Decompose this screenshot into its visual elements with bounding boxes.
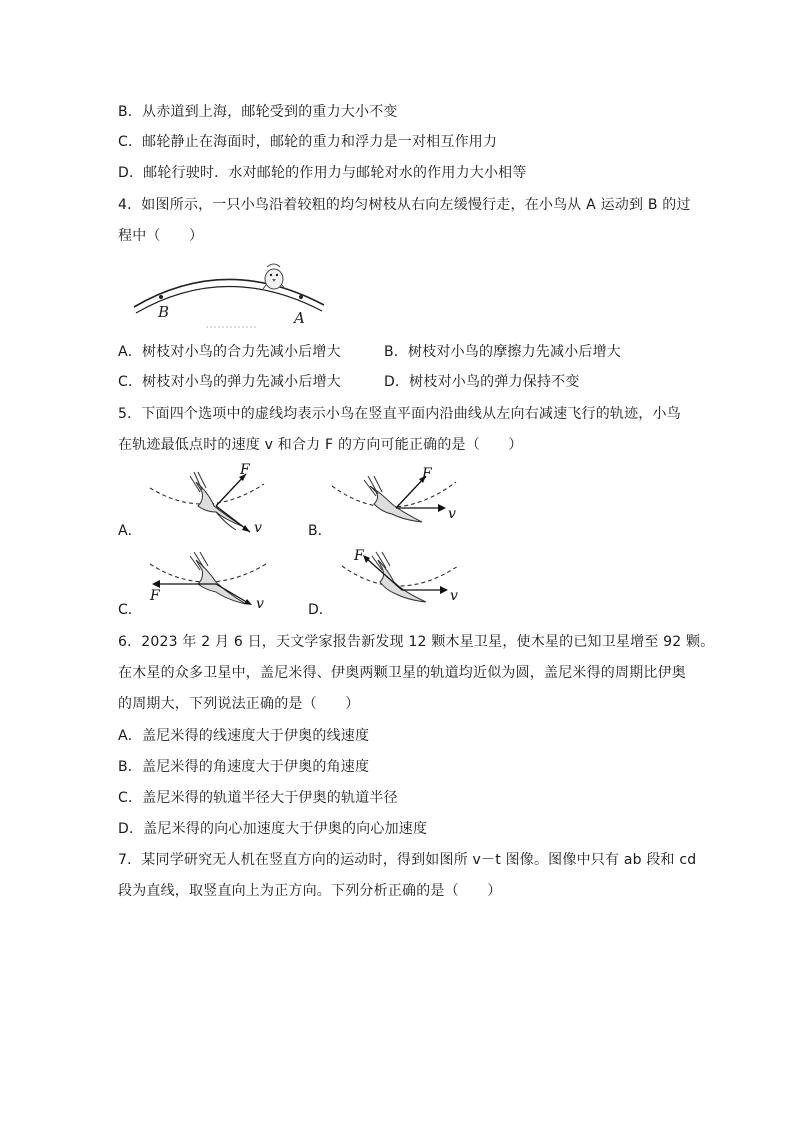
velocity-v-label: v [448,506,456,522]
q4-option-b: B．树枝对小鸟的摩擦力先减小后增大 [384,344,622,360]
q6-stem-line3: 的周期大，下列说法正确的是（ ） [118,696,360,712]
point-a-dot [299,295,303,299]
q5-option-d-figure [336,546,466,622]
q3-option-c: C．邮轮静止在海面时，邮轮的重力和浮力是一对相互作用力 [118,134,498,150]
q6-option-d: D．盖尼米得的向心加速度大于伊奥的向心加速度 [118,821,428,837]
q3-option-b: B．从赤道到上海，邮轮受到的重力大小不变 [118,104,398,120]
q6-option-b: B．盖尼米得的角速度大于伊奥的角速度 [118,759,370,775]
velocity-v-label: v [450,588,458,604]
q5-option-c-figure [144,546,274,622]
force-f-label: F [240,462,250,478]
q5-stem-line2: 在轨迹最低点时的速度 v 和合力 F 的方向可能正确的是（ ） [118,437,523,453]
point-b-dot [159,295,163,299]
bird-icon [190,472,242,530]
q5-option-a-label: A． [118,523,142,539]
q5-option-b-figure [326,462,466,538]
point-a-label: A [294,309,305,327]
q5-option-d-label: D． [308,602,333,618]
q7-stem-line2: 段为直线，取竖直向上为正方向。下列分析正确的是（ ） [118,883,502,899]
q5-option-b-label: B． [308,523,332,539]
q5-option-c-label: C． [118,602,142,618]
velocity-v-label: v [254,520,262,536]
q6-stem-line1: 6．2023 年 2 月 6 日，天文学家报告新发现 12 颗木星卫星，使木星的已知卫星增至 92 颗。 [118,634,715,650]
force-f-label: F [354,548,364,564]
q4-option-a: A．树枝对小鸟的合力先减小后增大 [118,344,341,360]
bird-icon [372,552,426,602]
q4-stem-line2: 程中（ ） [118,228,204,244]
q6-stem-line2: 在木星的众多卫星中，盖尼米得、伊奥两颗卫星的轨道均近似为圆，盖尼米得的周期比伊奥 [118,665,686,681]
force-f-label: F [422,466,432,482]
q5-option-a-figure [146,462,276,538]
point-b-label: B [158,303,170,321]
q4-stem-line1: 4．如图所示，一只小鸟沿着较粗的均匀树枝从右向左缓慢行走，在小鸟从 A 运动到 B 的过 [118,197,691,213]
q4-branch-figure [126,255,336,333]
q6-option-a: A．盖尼米得的线速度大于伊奥的线速度 [118,728,370,744]
q7-stem-line1: 7．某同学研究无人机在竖直方向的运动时，得到如图所 v－t 图像。图像中只有 ab 段和 cd [118,852,697,868]
velocity-v-label: v [256,596,264,612]
q4-option-d: D．树枝对小鸟的弹力保持不变 [384,374,580,390]
force-f-label: F [150,588,160,604]
q5-stem-line1: 5．下面四个选项中的虚线均表示小鸟在竖直平面内沿曲线从左向右减速飞行的轨迹，小鸟 [118,406,681,422]
bird-icon [364,476,422,522]
small-bird-icon [263,264,285,289]
q6-option-c: C．盖尼米得的轨道半径大于伊奥的轨道半径 [118,790,398,806]
q3-option-d: D．邮轮行驶时．水对邮轮的作用力与邮轮对水的作用力大小相等 [118,165,527,181]
q4-option-c: C．树枝对小鸟的弹力先减小后增大 [118,374,341,390]
